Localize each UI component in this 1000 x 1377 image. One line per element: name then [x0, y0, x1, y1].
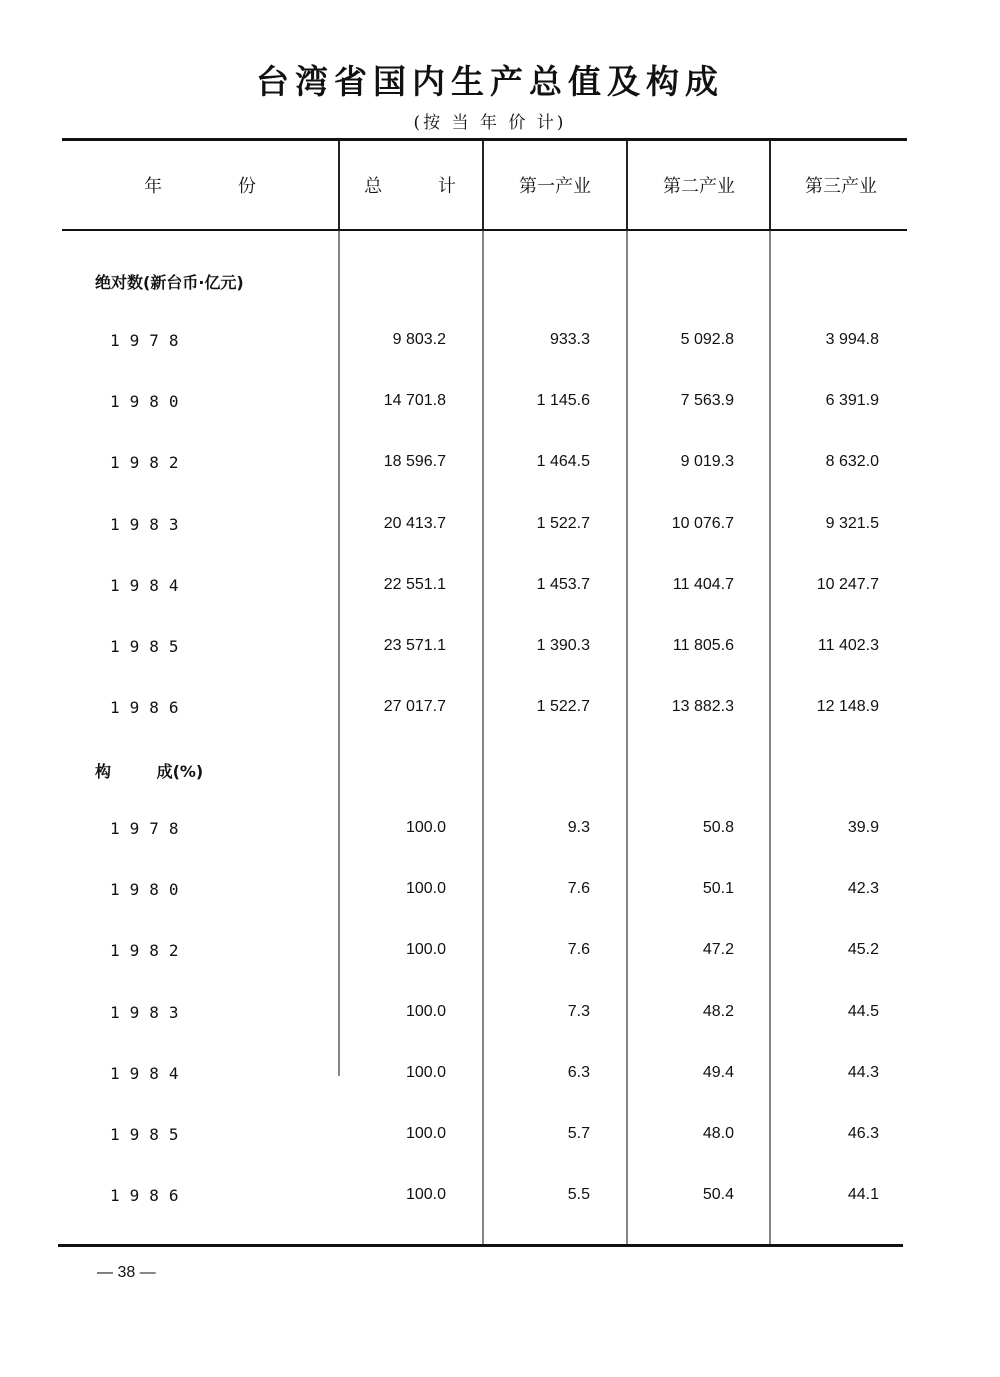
header-tertiary: 第三产业	[805, 176, 877, 197]
cell-primary: 1 453.7	[536, 575, 590, 593]
cell-total: 100.0	[405, 1186, 446, 1204]
cell-secondary: 11 805.6	[672, 637, 734, 654]
row-year: 1983	[110, 514, 189, 534]
cell-tertiary: 11 402.3	[817, 637, 879, 654]
cell-total: 14 701.8	[383, 392, 446, 410]
row-year: 1982	[110, 941, 189, 961]
cell-secondary: 11 404.7	[672, 575, 734, 593]
cell-primary: 933.3	[549, 331, 590, 348]
row-year: 1985	[110, 1125, 189, 1144]
cell-primary: 5.5	[567, 1186, 590, 1204]
row-year: 1986	[110, 1186, 189, 1206]
cell-tertiary: 46.3	[847, 1125, 879, 1142]
column-divider	[626, 140, 628, 230]
cell-primary: 1 464.5	[536, 453, 590, 471]
row-year: 1978	[110, 331, 189, 350]
cell-total: 100.0	[405, 941, 446, 959]
cell-primary: 1 145.6	[536, 392, 590, 410]
row-year: 1985	[110, 637, 189, 656]
row-year: 1978	[110, 819, 189, 838]
column-divider	[769, 140, 771, 230]
column-divider	[626, 231, 628, 1244]
cell-total: 23 571.1	[383, 637, 446, 654]
cell-total: 22 551.1	[383, 575, 446, 593]
page-number: — 38 —	[97, 1264, 156, 1281]
cell-primary: 6.3	[567, 1063, 590, 1081]
cell-secondary: 7 563.9	[680, 392, 734, 410]
column-divider	[482, 140, 484, 230]
cell-tertiary: 39.9	[847, 819, 879, 836]
cell-tertiary: 44.1	[847, 1186, 879, 1204]
cell-secondary: 50.8	[702, 819, 734, 836]
cell-total: 100.0	[405, 880, 446, 898]
cell-secondary: 5 092.8	[680, 331, 734, 348]
cell-tertiary: 10 247.7	[816, 575, 879, 593]
cell-total: 100.0	[405, 1002, 446, 1020]
cell-total: 18 596.7	[383, 453, 446, 471]
cell-total: 100.0	[405, 1063, 446, 1081]
cell-primary: 7.6	[567, 880, 590, 898]
table-bottom-rule	[58, 1244, 903, 1247]
cell-tertiary: 44.5	[847, 1002, 879, 1020]
cell-secondary: 50.1	[702, 880, 734, 898]
section-label-composition: 构 成(%)	[95, 762, 204, 781]
cell-tertiary: 42.3	[847, 880, 879, 898]
row-year: 1980	[110, 392, 189, 412]
column-divider	[482, 231, 484, 1244]
cell-total: 9 803.2	[392, 331, 446, 348]
cell-tertiary: 44.3	[847, 1063, 879, 1081]
cell-secondary: 50.4	[702, 1186, 734, 1204]
cell-secondary: 13 882.3	[671, 698, 734, 716]
cell-total: 100.0	[405, 819, 446, 836]
row-year: 1982	[110, 453, 189, 473]
row-year: 1980	[110, 880, 189, 900]
row-year: 1986	[110, 698, 189, 718]
cell-tertiary: 3 994.8	[825, 331, 879, 348]
cell-primary: 5.7	[567, 1125, 590, 1142]
cell-primary: 1 522.7	[536, 698, 590, 716]
cell-primary: 7.6	[567, 941, 590, 959]
table-top-rule	[62, 138, 907, 141]
row-year: 1984	[110, 1063, 189, 1083]
column-divider	[338, 140, 340, 230]
page-subtitle: (按 当 年 价 计)	[413, 113, 567, 133]
cell-tertiary: 12 148.9	[816, 698, 879, 716]
cell-primary: 7.3	[567, 1002, 590, 1020]
cell-secondary: 9 019.3	[680, 453, 734, 471]
cell-tertiary: 6 391.9	[825, 392, 879, 410]
header-primary: 第一产业	[519, 176, 591, 197]
header-secondary: 第二产业	[663, 176, 735, 197]
cell-primary: 1 390.3	[536, 637, 590, 654]
cell-total: 27 017.7	[383, 698, 446, 716]
header-bottom-rule	[62, 229, 907, 231]
column-divider	[769, 231, 771, 1244]
cell-secondary: 10 076.7	[671, 514, 734, 532]
cell-secondary: 47.2	[702, 941, 734, 959]
cell-secondary: 48.0	[702, 1125, 734, 1142]
cell-total: 20 413.7	[383, 514, 446, 532]
row-year: 1983	[110, 1002, 189, 1022]
cell-tertiary: 8 632.0	[825, 453, 879, 471]
header-total: 总 计	[364, 176, 456, 197]
section-label-absolute: 绝对数(新台币·亿元)	[95, 273, 244, 292]
cell-primary: 1 522.7	[536, 514, 590, 532]
cell-total: 100.0	[405, 1125, 446, 1142]
cell-tertiary: 45.2	[847, 941, 879, 959]
header-year: 年 份	[144, 176, 256, 197]
page-title: 台湾省国内生产总值及构成	[256, 62, 724, 101]
cell-secondary: 48.2	[702, 1002, 734, 1020]
cell-primary: 9.3	[567, 819, 590, 836]
row-year: 1984	[110, 575, 189, 595]
cell-tertiary: 9 321.5	[825, 514, 879, 532]
cell-secondary: 49.4	[702, 1063, 734, 1081]
